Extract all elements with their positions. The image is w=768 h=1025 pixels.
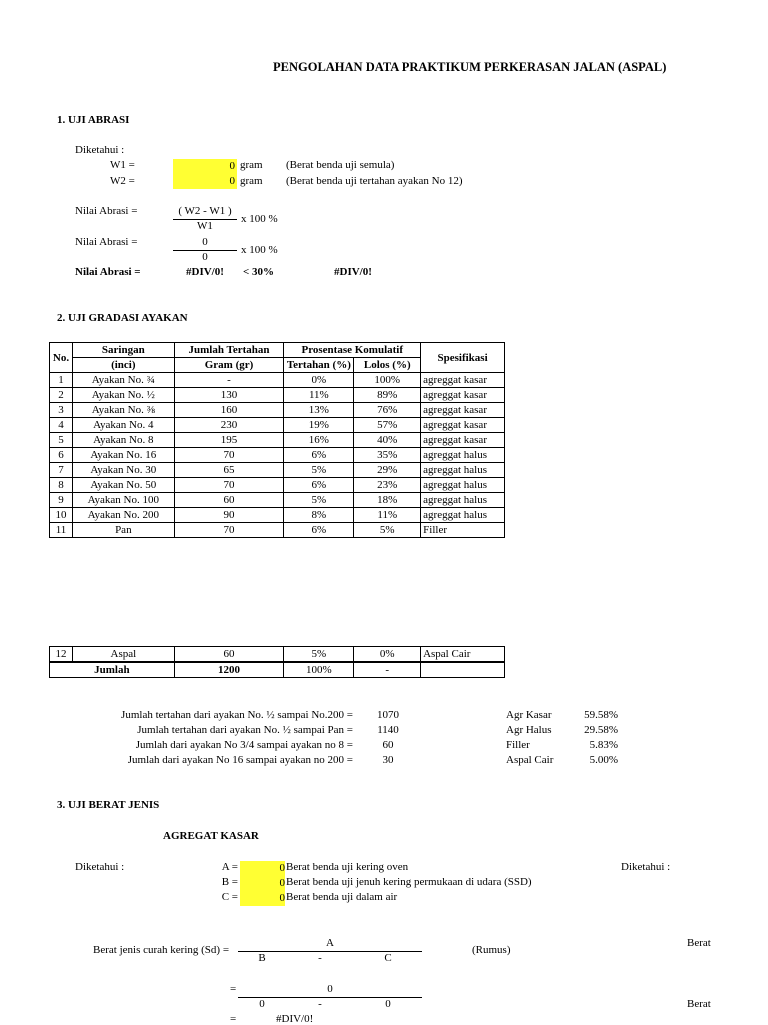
value-b: 0 bbox=[259, 998, 265, 1010]
header-jumlah: Jumlah Tertahan bbox=[174, 343, 284, 358]
total-tertahan[interactable]: 100% bbox=[284, 662, 354, 678]
bj-denominator-minus: - bbox=[318, 952, 322, 964]
cell[interactable]: 0% bbox=[354, 647, 421, 663]
cell[interactable]: 3 bbox=[50, 403, 73, 418]
cell[interactable]: 7 bbox=[50, 463, 73, 478]
cell[interactable]: Aspal Cair bbox=[421, 647, 505, 663]
cell[interactable]: - bbox=[174, 373, 284, 388]
table-row bbox=[50, 433, 505, 448]
diketahui-right-label: Diketahui : bbox=[621, 861, 671, 873]
header-no: No. bbox=[50, 343, 73, 373]
cell[interactable]: 4 bbox=[50, 418, 73, 433]
cell[interactable]: 35% bbox=[354, 448, 421, 463]
summary-name: Agr Halus bbox=[506, 724, 552, 736]
result-value: #DIV/0! bbox=[276, 1013, 314, 1025]
cell[interactable]: 12 bbox=[50, 647, 73, 663]
item-c-value-cell[interactable]: 0 bbox=[240, 891, 285, 906]
summary-pct: 5.83% bbox=[589, 739, 618, 751]
berat-right-2: Berat bbox=[687, 998, 711, 1010]
cell[interactable]: 11% bbox=[284, 388, 354, 403]
cell[interactable]: agreggat halus bbox=[421, 463, 505, 478]
equals-sign: = bbox=[230, 983, 237, 995]
total-gram[interactable]: 1200 bbox=[174, 662, 284, 678]
bj-numerator: A bbox=[326, 937, 334, 949]
cell[interactable]: Ayakan No. ⅜ bbox=[72, 403, 174, 418]
cell[interactable]: Filler bbox=[421, 523, 505, 538]
item-label: B = bbox=[221, 876, 238, 888]
value-minus: - bbox=[318, 998, 322, 1010]
summary-value: 1140 bbox=[377, 724, 399, 736]
table-row bbox=[50, 403, 505, 418]
cell[interactable]: 2 bbox=[50, 388, 73, 403]
table-row bbox=[50, 463, 505, 478]
result-limit: < 30% bbox=[243, 266, 275, 278]
cell[interactable]: 8% bbox=[284, 508, 354, 523]
item-label: A = bbox=[221, 861, 238, 873]
summary-label: Jumlah tertahan dari ayakan No. ½ sampai No.200 = bbox=[121, 709, 353, 721]
cell[interactable]: 70 bbox=[174, 478, 284, 493]
w1-value-cell[interactable]: 0 bbox=[173, 159, 237, 174]
cell[interactable]: 0% bbox=[284, 373, 354, 388]
cell[interactable]: 100% bbox=[354, 373, 421, 388]
cell[interactable]: Ayakan No. 30 bbox=[72, 463, 174, 478]
cell[interactable]: agreggat kasar bbox=[421, 433, 505, 448]
w1-note: (Berat benda uji semula) bbox=[286, 159, 395, 171]
w1-unit: gram bbox=[240, 159, 263, 171]
header-spesifikasi: Spesifikasi bbox=[421, 343, 505, 373]
cell[interactable]: 230 bbox=[174, 418, 284, 433]
value-multiplier: x 100 % bbox=[241, 244, 278, 256]
section-1-heading: 1. UJI ABRASI bbox=[57, 114, 130, 126]
equals-sign: = bbox=[230, 1013, 237, 1025]
header-gram: Gram (gr) bbox=[174, 358, 284, 373]
item-note: Berat benda uji kering oven bbox=[286, 861, 409, 873]
cell[interactable]: 5 bbox=[50, 433, 73, 448]
cell[interactable]: 160 bbox=[174, 403, 284, 418]
summary-value: 1070 bbox=[377, 709, 399, 721]
bj-denominator-c: C bbox=[384, 952, 392, 964]
cell[interactable]: agreggat halus bbox=[421, 508, 505, 523]
rumus-label: (Rumus) bbox=[472, 944, 511, 956]
diketahui-label: Diketahui : bbox=[75, 861, 125, 873]
summary-pct: 5.00% bbox=[589, 754, 618, 766]
cell[interactable]: 6% bbox=[284, 523, 354, 538]
formula-denominator: W1 bbox=[197, 220, 213, 232]
value-c: 0 bbox=[385, 998, 391, 1010]
value-numerator: 0 bbox=[327, 983, 333, 995]
item-note: Berat benda uji dalam air bbox=[286, 891, 398, 903]
summary-label: Jumlah tertahan dari ayakan No. ½ sampai Pan = bbox=[137, 724, 353, 736]
table-row bbox=[50, 418, 505, 433]
cell[interactable]: Ayakan No. 100 bbox=[72, 493, 174, 508]
gradasi-table bbox=[49, 342, 505, 538]
cell[interactable]: 18% bbox=[354, 493, 421, 508]
table-row bbox=[50, 478, 505, 493]
cell[interactable]: Ayakan No. 4 bbox=[72, 418, 174, 433]
cell[interactable]: 6 bbox=[50, 448, 73, 463]
item-a-value-cell[interactable]: 0 bbox=[240, 861, 285, 876]
section-3-heading: 3. UJI BERAT JENIS bbox=[57, 799, 160, 811]
berat-jenis-label: Berat jenis curah kering (Sd) = bbox=[93, 944, 230, 956]
gradasi-total-table bbox=[49, 646, 505, 678]
cell[interactable]: agreggat halus bbox=[421, 448, 505, 463]
summary-label: Jumlah dari ayakan No 16 sampai ayakan no 200 = bbox=[127, 754, 353, 766]
w2-value-cell[interactable]: 0 bbox=[173, 174, 237, 189]
cell[interactable]: 11% bbox=[354, 508, 421, 523]
total-lolos[interactable]: - bbox=[354, 662, 421, 678]
cell[interactable]: 1 bbox=[50, 373, 73, 388]
cell[interactable]: 10 bbox=[50, 508, 73, 523]
cell[interactable]: 19% bbox=[284, 418, 354, 433]
cell[interactable]: 76% bbox=[354, 403, 421, 418]
cell[interactable]: 130 bbox=[174, 388, 284, 403]
cell[interactable]: Ayakan No. ¾ bbox=[72, 373, 174, 388]
cell[interactable]: 6% bbox=[284, 478, 354, 493]
cell[interactable]: Pan bbox=[72, 523, 174, 538]
summary-value: 30 bbox=[382, 754, 394, 766]
table-row bbox=[50, 448, 505, 463]
cell[interactable]: Ayakan No. ½ bbox=[72, 388, 174, 403]
item-note: Berat benda uji jenuh kering permukaan di udara (SSD) bbox=[286, 876, 532, 888]
header-lolos: Lolos (%) bbox=[354, 358, 421, 373]
formula-multiplier: x 100 % bbox=[241, 213, 278, 225]
cell[interactable]: agreggat halus bbox=[421, 478, 505, 493]
summary-name: Filler bbox=[506, 739, 530, 751]
cell[interactable]: agreggat halus bbox=[421, 493, 505, 508]
cell[interactable]: 90 bbox=[174, 508, 284, 523]
cell[interactable]: Ayakan No. 200 bbox=[72, 508, 174, 523]
cell[interactable]: 5% bbox=[284, 493, 354, 508]
summary-name: Agr Kasar bbox=[506, 709, 552, 721]
cell[interactable]: 60 bbox=[174, 493, 284, 508]
table-row bbox=[50, 373, 505, 388]
w2-label: W2 = bbox=[110, 175, 135, 187]
total-label[interactable]: Jumlah bbox=[50, 662, 175, 678]
value-numerator: 0 bbox=[202, 236, 208, 248]
cell[interactable]: 5% bbox=[284, 463, 354, 478]
table-row bbox=[50, 493, 505, 508]
cell[interactable]: 89% bbox=[354, 388, 421, 403]
cell[interactable]: 40% bbox=[354, 433, 421, 448]
table-row bbox=[50, 508, 505, 523]
header-inci: (inci) bbox=[72, 358, 174, 373]
cell[interactable]: agreggat kasar bbox=[421, 388, 505, 403]
cell[interactable]: Ayakan No. 50 bbox=[72, 478, 174, 493]
header-tertahan: Tertahan (%) bbox=[284, 358, 354, 373]
cell[interactable]: Ayakan No. 16 bbox=[72, 448, 174, 463]
cell[interactable]: Ayakan No. 8 bbox=[72, 433, 174, 448]
subheading-agregat-kasar: AGREGAT KASAR bbox=[163, 830, 259, 842]
result-label: Nilai Abrasi = bbox=[75, 266, 141, 278]
cell[interactable]: 23% bbox=[354, 478, 421, 493]
summary-name: Aspal Cair bbox=[506, 754, 554, 766]
cell[interactable]: 16% bbox=[284, 433, 354, 448]
cell[interactable]: 6% bbox=[284, 448, 354, 463]
cell[interactable]: agreggat kasar bbox=[421, 373, 505, 388]
summary-value: 60 bbox=[382, 739, 394, 751]
summary-label: Jumlah dari ayakan No 3/4 sampai ayakan no 8 = bbox=[135, 739, 353, 751]
w1-label: W1 = bbox=[110, 159, 135, 171]
table-row bbox=[50, 388, 505, 403]
total-spesifikasi[interactable] bbox=[421, 662, 505, 678]
cell[interactable]: 5% bbox=[354, 523, 421, 538]
result-check: #DIV/0! bbox=[334, 266, 372, 278]
total-row bbox=[50, 662, 505, 678]
nilai-abrasi-label-2: Nilai Abrasi = bbox=[75, 236, 138, 248]
cell[interactable]: agreggat kasar bbox=[421, 418, 505, 433]
nilai-abrasi-label-1: Nilai Abrasi = bbox=[75, 205, 138, 217]
cell[interactable]: 5% bbox=[284, 647, 354, 663]
diketahui-label: Diketahui : bbox=[75, 144, 125, 156]
cell[interactable]: 65 bbox=[174, 463, 284, 478]
bj-denominator-b: B bbox=[258, 952, 266, 964]
item-label: C = bbox=[221, 891, 238, 903]
cell[interactable]: agreggat kasar bbox=[421, 403, 505, 418]
summary-pct: 29.58% bbox=[584, 724, 618, 736]
cell[interactable]: 57% bbox=[354, 418, 421, 433]
cell[interactable]: 29% bbox=[354, 463, 421, 478]
result-value: #DIV/0! bbox=[186, 266, 224, 278]
cell[interactable]: 13% bbox=[284, 403, 354, 418]
cell[interactable]: 8 bbox=[50, 478, 73, 493]
table-row bbox=[50, 647, 505, 663]
header-prosentase: Prosentase Komulatif bbox=[284, 343, 421, 358]
berat-right-1: Berat bbox=[687, 937, 711, 949]
cell[interactable]: 195 bbox=[174, 433, 284, 448]
cell[interactable]: 60 bbox=[174, 647, 284, 663]
item-b-value-cell[interactable]: 0 bbox=[240, 876, 285, 891]
cell[interactable]: 70 bbox=[174, 448, 284, 463]
value-denominator: 0 bbox=[202, 251, 208, 263]
w2-unit: gram bbox=[240, 175, 263, 187]
summary-pct: 59.58% bbox=[584, 709, 618, 721]
cell[interactable]: Aspal bbox=[72, 647, 174, 663]
formula-numerator: ( W2 - W1 ) bbox=[178, 205, 232, 217]
w2-note: (Berat benda uji tertahan ayakan No 12) bbox=[286, 175, 463, 187]
table-header-row bbox=[50, 343, 505, 358]
section-2-heading: 2. UJI GRADASI AYAKAN bbox=[57, 312, 188, 324]
header-saringan: Saringan bbox=[72, 343, 174, 358]
page-title: PENGOLAHAN DATA PRAKTIKUM PERKERASAN JALAN (ASPAL) bbox=[273, 60, 667, 74]
cell[interactable]: 9 bbox=[50, 493, 73, 508]
table-row bbox=[50, 523, 505, 538]
cell[interactable]: 11 bbox=[50, 523, 73, 538]
cell[interactable]: 70 bbox=[174, 523, 284, 538]
